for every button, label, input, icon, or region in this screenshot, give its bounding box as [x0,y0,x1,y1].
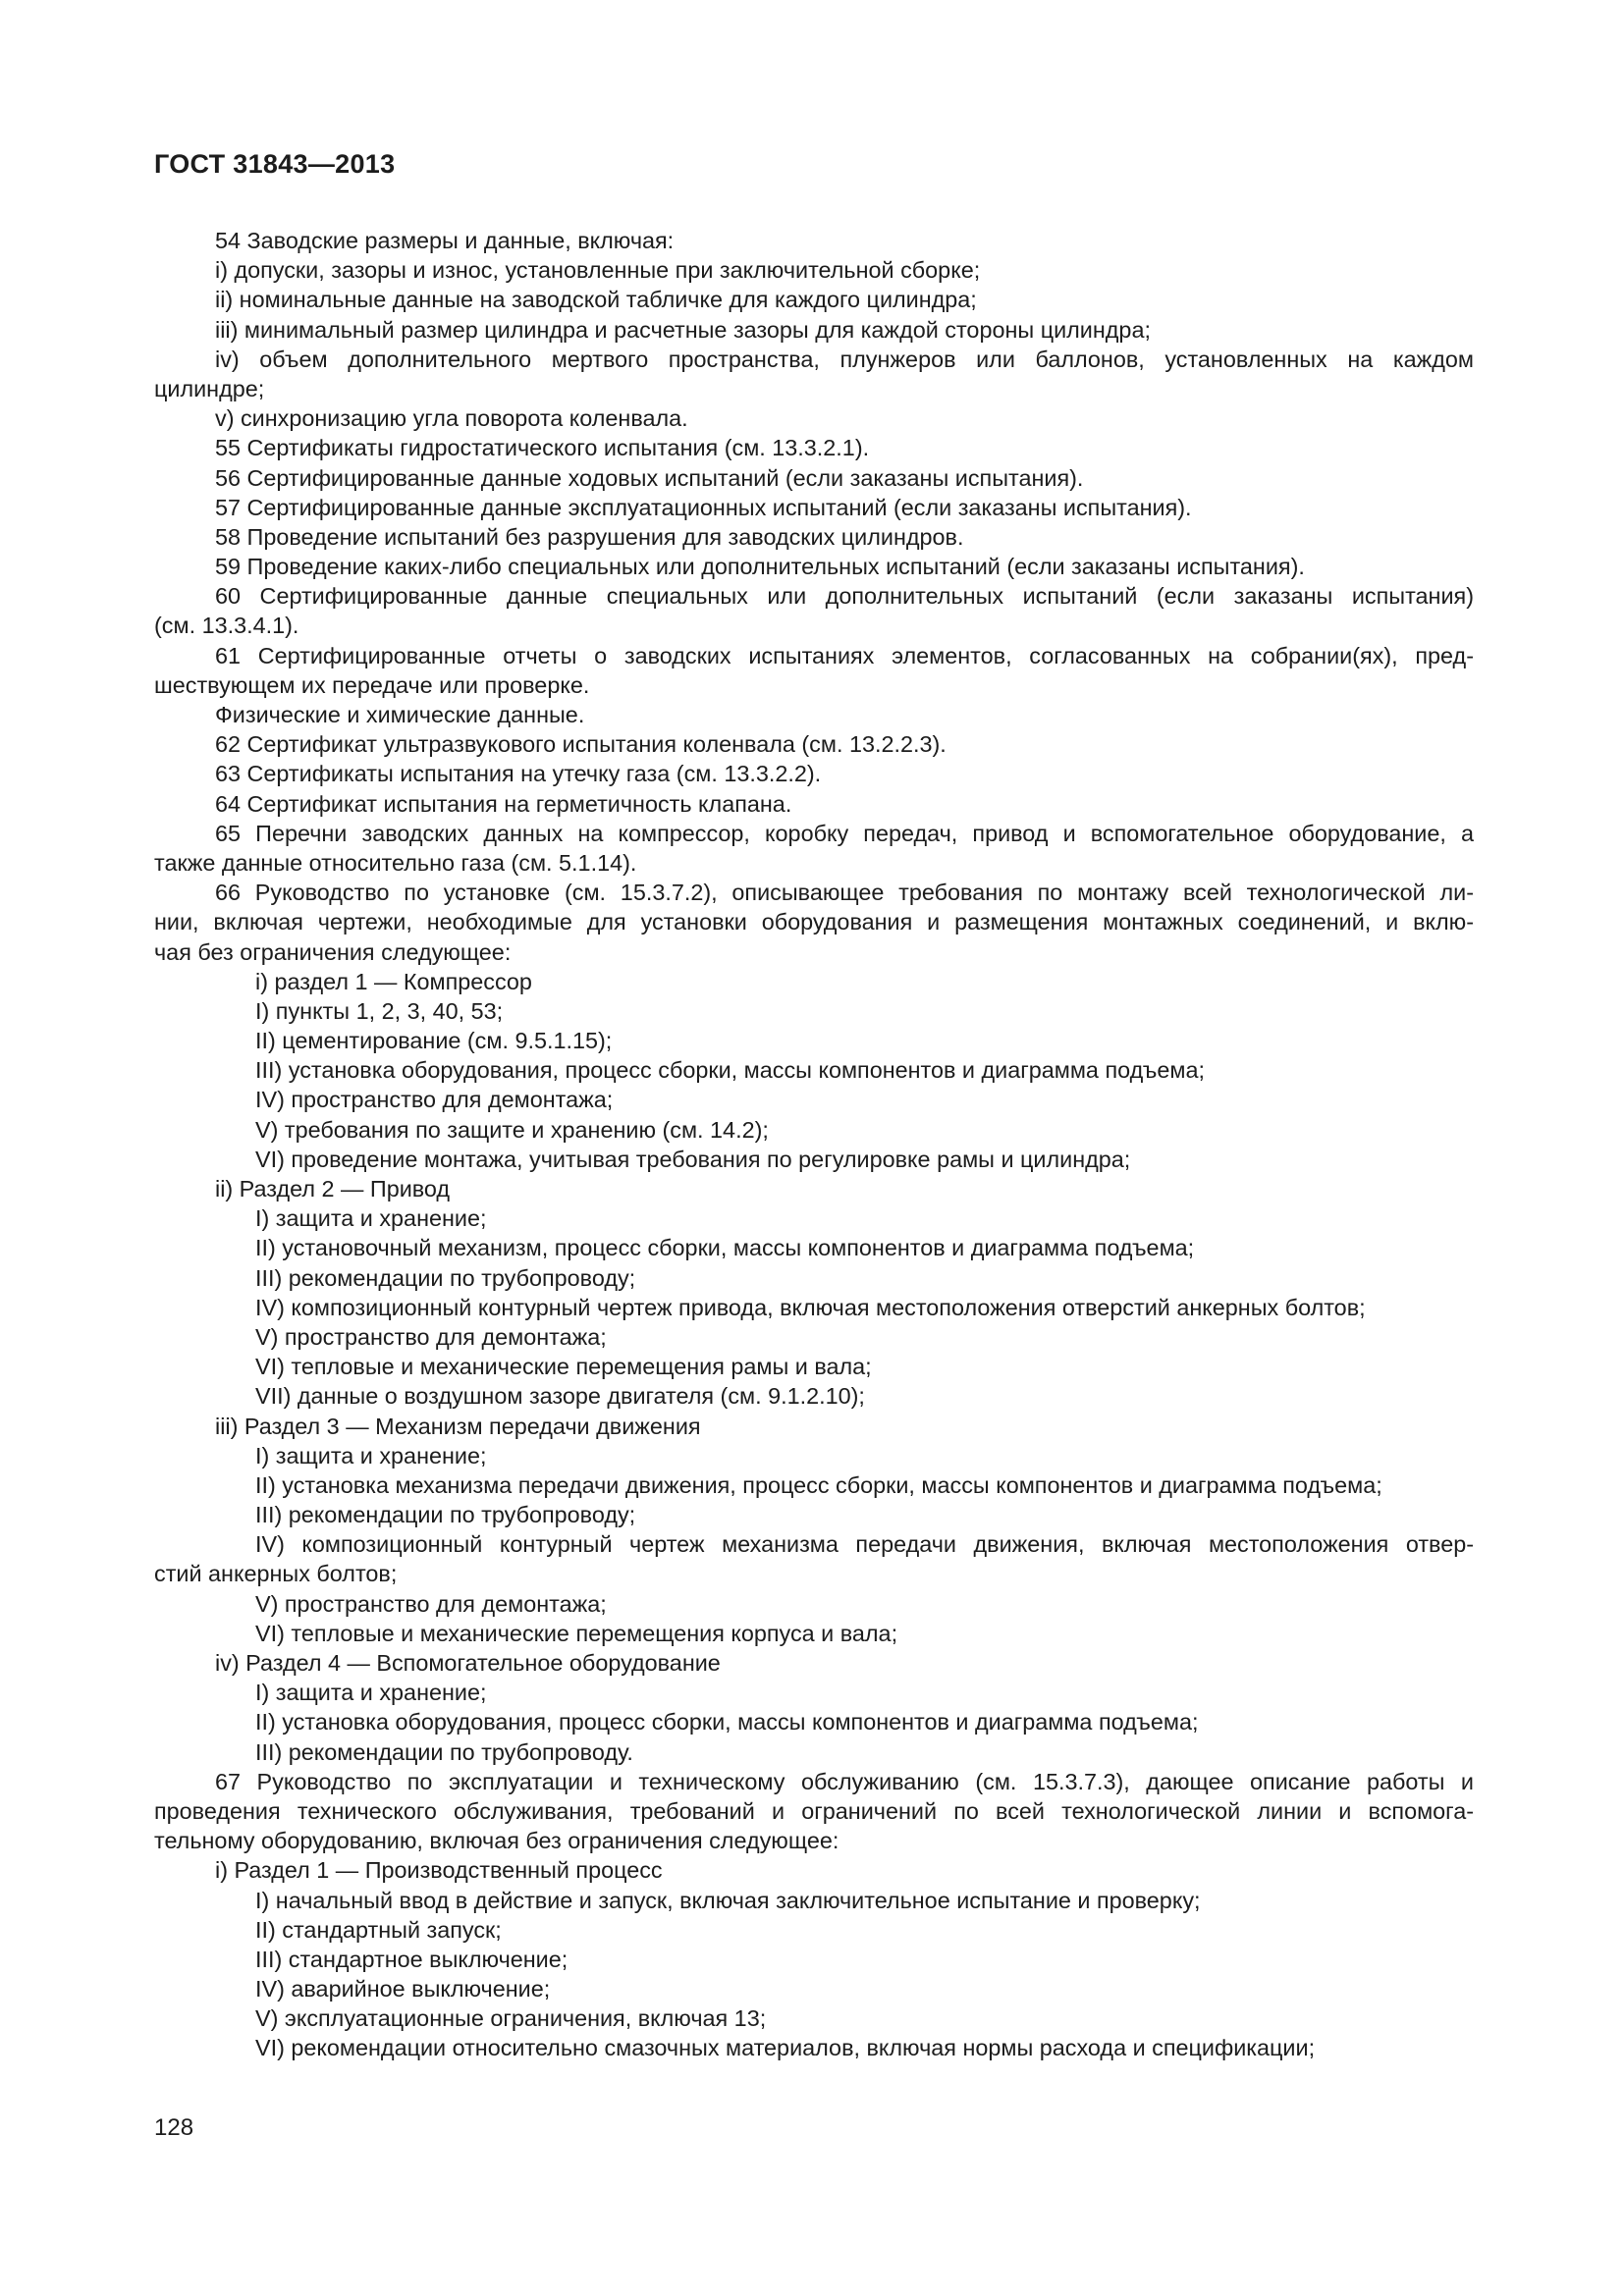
body-text [154,226,1474,2063]
text-line: 64 Сертификат испытания на герметичность клапана. [215,790,792,817]
text-line: проведения технического обслуживания, требований и ограничений по всей технологической линии и вспомога- [154,1797,1474,1824]
text-line: iv) объем дополнительного мертвого пространства, плунжеров или баллонов, установленных на каждом [215,346,1474,372]
text-line: 57 Сертифицированные данные эксплуатационных испытаний (если заказаны испытания). [215,494,1192,520]
text-line: 58 Проведение испытаний без разрушения для заводских цилиндров. [215,523,964,550]
text-line: VII) данные о воздушном зазоре двигателя (см. 9.1.2.10); [255,1383,865,1410]
text-line: iii) Раздел 3 — Механизм передачи движения [215,1413,701,1439]
text-line: 63 Сертификаты испытания на утечку газа (см. 13.3.2.2). [215,761,822,787]
text-line: V) пространство для демонтажа; [255,1323,607,1350]
document-header: ГОСТ 31843—2013 [154,149,396,179]
text-line: Физические и химические данные. [215,702,585,727]
text-line: шествующем их передаче или проверке. [154,671,590,698]
text-line: II) цементирование (см. 9.5.1.15); [255,1028,613,1054]
text-line: 67 Руководство по эксплуатации и техническому обслуживанию (см. 15.3.7.3), дающее описание работы и [215,1768,1474,1794]
text-line: VI) проведение монтажа, учитывая требования по регулировке рамы и цилиндра; [255,1146,1131,1172]
text-line: V) пространство для демонтажа; [255,1590,607,1617]
text-line: V) эксплуатационные ограничения, включая 13; [255,2005,767,2032]
text-line: I) защита и хранение; [255,1442,487,1468]
text-line: 66 Руководство по установке (см. 15.3.7.2), описывающее требования по монтажу всей технологической ли- [215,880,1474,906]
text-line: тельному оборудованию, включая без ограничения следующее: [154,1828,839,1854]
page-number: 128 [154,2114,194,2141]
text-line: 55 Сертификаты гидростатического испытания (см. 13.3.2.1). [215,435,870,461]
text-line: iii) минимальный размер цилиндра и расчетные зазоры для каждой стороны цилиндра; [215,316,1151,343]
text-line: IV) пространство для демонтажа; [255,1087,614,1113]
text-line: 56 Сертифицированные данные ходовых испытаний (если заказаны испытания). [215,464,1084,491]
text-line: цилиндре; [154,375,265,401]
text-line: III) рекомендации по трубопроводу; [255,1502,636,1528]
text-line: 54 Заводские размеры и данные, включая: [215,228,675,253]
text-line: IV) композиционный контурный чертеж привода, включая местоположения отверстий анкерных болтов; [255,1294,1366,1320]
text-line: I) защита и хранение; [255,1680,487,1706]
text-line: 61 Сертифицированные отчеты о заводских испытаниях элементов, согласованных на собрании(ях), пред- [215,642,1474,668]
text-line: II) стандартный запуск; [255,1916,502,1943]
text-line: v) синхронизацию угла поворота коленвала. [215,405,688,432]
text-line: III) рекомендации по трубопроводу. [255,1738,633,1765]
text-line: ii) номинальные данные на заводской табличке для каждого цилиндра; [215,287,977,313]
text-line: III) установка оборудования, процесс сборки, массы компонентов и диаграмма подъема; [255,1057,1205,1084]
text-line: VI) рекомендации относительно смазочных материалов, включая нормы расхода и спецификации; [255,2035,1316,2061]
text-line: II) установка оборудования, процесс сборки, массы компонентов и диаграмма подъема; [255,1709,1199,1735]
text-line: II) установка механизма передачи движения, процесс сборки, массы компонентов и диаграмма подъема; [255,1471,1382,1498]
text-line: IV) аварийное выключение; [255,1976,551,2002]
text-line: стий анкерных болтов; [154,1561,398,1587]
text-line: IV) композиционный контурный чертеж механизма передачи движения, включая местоположения отвер- [255,1531,1474,1558]
text-line: i) раздел 1 — Компрессор [255,968,532,994]
text-line: i) допуски, зазоры и износ, установленные при заключительной сборке; [215,257,981,284]
text-line: 60 Сертифицированные данные специальных или дополнительных испытаний (если заказаны испытания) [215,583,1474,610]
text-line: VI) тепловые и механические перемещения корпуса и вала; [255,1620,898,1646]
text-line: iv) Раздел 4 — Вспомогательное оборудование [215,1650,721,1676]
text-line: i) Раздел 1 — Производственный процесс [215,1857,663,1884]
text-line: 62 Сертификат ультразвукового испытания коленвала (см. 13.2.2.3). [215,731,947,758]
text-line: VI) тепловые и механические перемещения рамы и вала; [255,1354,872,1380]
text-line: также данные относительно газа (см. 5.1.14). [154,849,637,876]
text-line: чая без ограничения следующее: [154,938,512,965]
text-line: III) стандартное выключение; [255,1946,568,1972]
text-line: нии, включая чертежи, необходимые для установки оборудования и размещения монтажных соединений, и вклю- [154,909,1474,935]
text-line: III) рекомендации по трубопроводу; [255,1264,636,1291]
text-line: I) защита и хранение; [255,1205,487,1232]
text-line: ii) Раздел 2 — Привод [215,1176,451,1201]
text-line: I) пункты 1, 2, 3, 40, 53; [255,997,504,1024]
text-line: II) установочный механизм, процесс сборки, массы компонентов и диаграмма подъема; [255,1235,1195,1261]
text-line: 59 Проведение каких-либо специальных или дополнительных испытаний (если заказаны испытания). [215,554,1305,580]
text-line: V) требования по защите и хранению (см. 14.2); [255,1116,769,1143]
text-line: (см. 13.3.4.1). [154,613,299,639]
text-line: I) начальный ввод в действие и запуск, включая заключительное испытание и проверку; [255,1887,1201,1913]
text-line: 65 Перечни заводских данных на компрессор, коробку передач, привод и вспомогательное оборудование, а [215,820,1474,846]
